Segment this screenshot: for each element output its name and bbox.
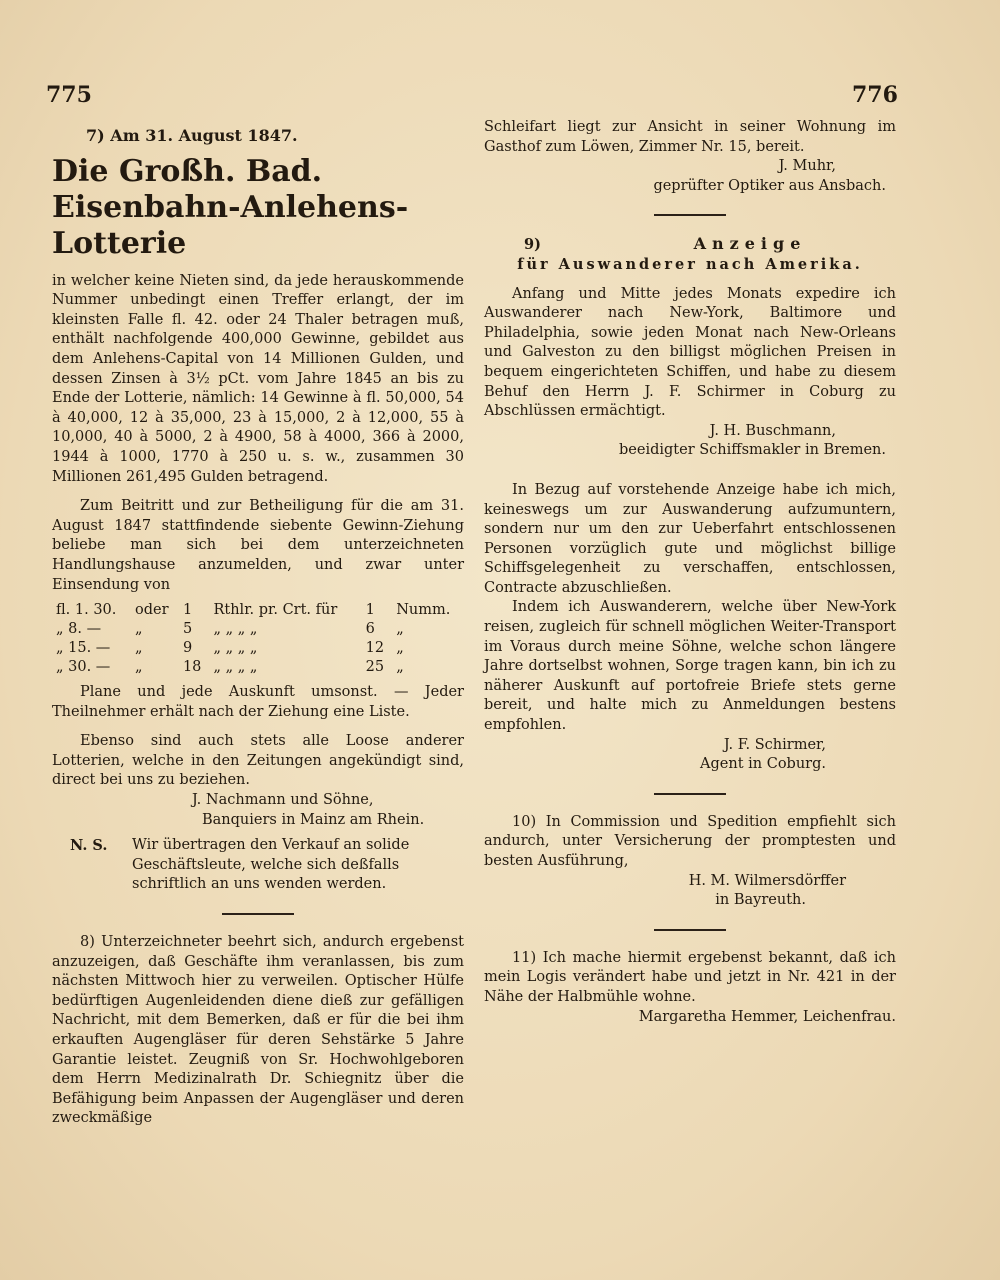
fee-row: fl. 1. 30. oder 1 Rthlr. pr. Crt. für 1 Numm.	[56, 602, 451, 619]
optician-notice-continued: Schleifart liegt zur Ansicht in seiner Wohnung im Gasthof zum Löwen, Zimmer Nr. 15, bereit.	[484, 119, 896, 155]
lottery-other-lots: Ebenso sind auch stets alle Loose anderer Lotterien, welche in den Zeitungen angekündigt sind, direct bei uns zu beziehen.	[52, 733, 464, 789]
divider	[222, 913, 294, 915]
fee-row: „ 8. — „ 5 „ „ „ „ 6 „	[56, 621, 404, 638]
divider	[654, 214, 726, 216]
lottery-body: in welcher keine Nieten sind, da jede herauskommende Nummer unbedingt einen Treffer erlangt, der im kleinsten Falle fl. 42. oder 24 Thaler betragen muß, enthält nachfolgende 400,000 Gewinne, gebildet aus dem Anlehens-Capital von 14 Millionen Gulden, und dessen Zinsen à 3½ pCt. vom Jahre 1845 an bis zu Ende der Lotterie, nämlich: 14 Gewinne à fl. 50,000, 54 à 40,000, 12 à 35,000, 23 à 15,000, 2 à 12,000, 55 à 10,000, 40 à 5000, 2 à 4900, 58 à 4000, 366 à 2000, 1944 à 1000, 1770 à 250 u. s. w., zusammen 30 Millionen 261,495 Gulden betragend.	[52, 272, 464, 485]
commission-signature-name: H. M. Wilmersdörffer	[688, 872, 846, 889]
optician-signature-title: geprüfter Optiker aus Ansbach.	[653, 177, 886, 194]
page-number-left: 775	[46, 82, 92, 108]
divider	[654, 793, 726, 795]
lottery-plans: Plane und jede Auskunft umsonst. — Jeder Theilnehmer erhält nach der Ziehung eine Liste.	[52, 684, 464, 720]
postscript-text: Wir übertragen den Verkauf an solide Geschäftsleute, welche sich deßfalls schriftlich an uns wenden werden.	[132, 837, 410, 893]
commission-signature-place: in Bayreuth.	[715, 892, 806, 909]
emigrant-notice-number: 9)	[524, 236, 541, 254]
fee-table	[52, 601, 464, 677]
postscript-label: N. S.	[70, 837, 108, 855]
emigrant-title: Anzeige	[693, 234, 807, 254]
notice-7-heading: 7) Am 31. August 1847.	[86, 126, 298, 145]
emigrant-heading	[484, 234, 896, 255]
lottery-signature-place: Banquiers in Mainz am Rhein.	[202, 811, 425, 828]
page-number-right: 776	[852, 82, 898, 108]
agent-signature-title: Agent in Coburg.	[700, 756, 826, 773]
fee-row: „ 30. — „ 18 „ „ „ „ 25 „	[56, 659, 404, 676]
emigrant-subtitle: für Auswanderer nach Amerika.	[517, 255, 863, 273]
relocation-notice: 11) Ich mache hiermit ergebenst bekannt, daß ich mein Logis verändert habe und jetzt in Nr. 421 in der Nähe der Halbmühle wohne.	[484, 949, 896, 1005]
left-column	[52, 126, 464, 1129]
fee-row: „ 15. — „ 9 „ „ „ „ 12 „	[56, 640, 404, 657]
agent-signature-name: J. F. Schirmer,	[723, 736, 826, 753]
optician-notice: 8) Unterzeichneter beehrt sich, andurch ergebenst anzuzeigen, daß Geschäfte ihm veranlassen, bis zum nächsten Mittwoch hier zu verweilen. Optischer Hülfe bedürftigen Augenleidenden diene dieß zur gefälligen Nachricht, mit dem Bemerken, daß er für die bei ihm erkauften Augengläser für deren Sehstärke 5 Jahre Garantie leistet. Zeugniß von Sr. Hochwohlgeboren dem Herrn Medizinalrath Dr. Schiegnitz über die Befähigung beim Anpassen der Augengläser und deren zweckmäßige	[52, 934, 464, 1127]
divider	[654, 929, 726, 931]
optician-signature-name: J. Muhr,	[778, 158, 836, 175]
emigrant-signature-title: beeidigter Schiffsmakler in Bremen.	[619, 442, 886, 459]
emigrant-followup-1: In Bezug auf vorstehende Anzeige habe ich mich, keineswegs um zur Auswanderung aufzumuntern, sondern nur um den zur Ueberfahrt entschlossenen Personen vorzüglich gute und möglichst billige Schiffsgelegenheit zu verschaffen, entschlossen, Contracte abzuschließen.	[484, 481, 896, 596]
commission-notice: 10) In Commission und Spedition empfiehlt sich andurch, unter Versicherung der promptesten und besten Ausführung,	[484, 813, 896, 869]
lottery-signature-name: J. Nachmann und Söhne,	[192, 792, 374, 809]
lottery-title: Die Großh. Bad. Eisenbahn-Anlehens-Lotterie	[52, 153, 409, 261]
emigrant-followup-2: Indem ich Auswanderern, welche über New-York reisen, zugleich für schnell möglichen Weiter-Transport im Voraus durch meine Söhne, welche schon längere Jahre dortselbst wohnen, Sorge tragen kann, bin ich zu näherer Auskunft auf portofreie Briefe stets gerne bereit, und halte mich zu Anmeldungen bestens empfohlen.	[484, 599, 896, 734]
emigrant-body: Anfang und Mitte jedes Monats expedire ich Auswanderer nach New-York, Baltimore und Philadelphia, sowie jeden Monat nach New-Orleans und Galveston zu den billigst möglichen Preisen in bequem eingerichteten Schiffen, und habe zu diesem Behuf den Herrn J. F. Schirmer in Coburg zu Abschlüssen ermächtigt.	[484, 285, 896, 420]
relocation-signature: Margaretha Hemmer, Leichenfrau.	[638, 1008, 896, 1025]
lottery-participation: Zum Beitritt und zur Betheiligung für die am 31. August 1847 stattfindende siebente Gewinn-Ziehung beliebe man sich bei dem unterzeichneten Handlungshause anzumelden, und zwar unter Einsendung von	[52, 498, 464, 593]
right-column	[484, 118, 896, 1027]
lottery-postscript	[52, 836, 464, 895]
emigrant-signature-name: J. H. Buschmann,	[709, 422, 836, 439]
